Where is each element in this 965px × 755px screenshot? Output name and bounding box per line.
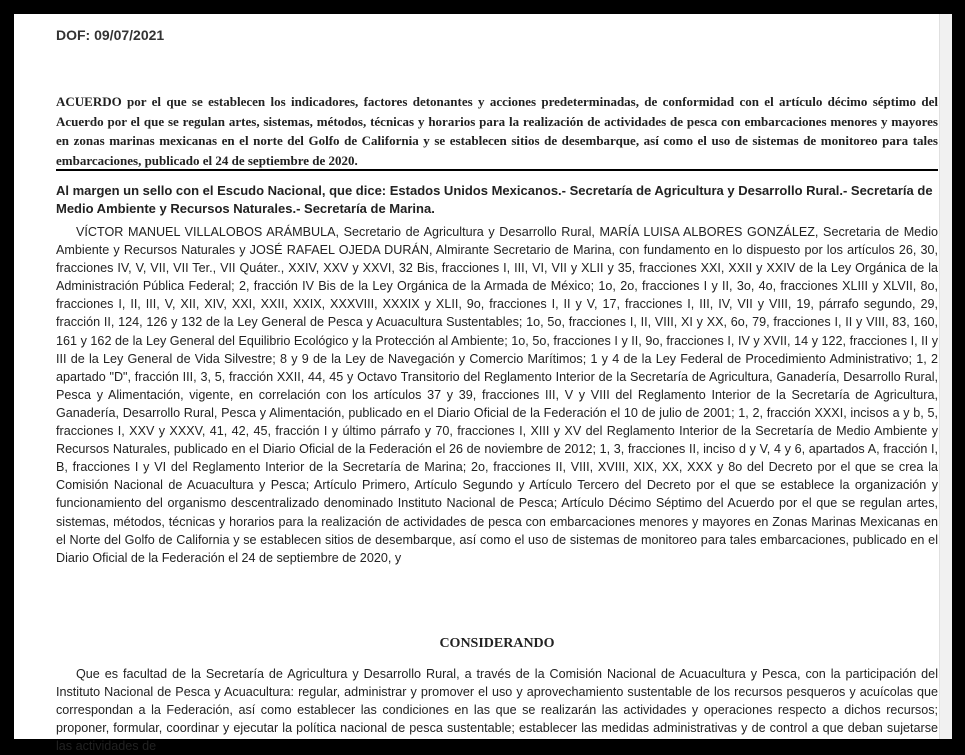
margin-note: Al margen un sello con el Escudo Nacional, que dice: Estados Unidos Mexicanos.- Secretaría de Agricultura y Desarrollo Rural.- Secretaría de Medio Ambiente y Recursos Naturales.- Secretaría de Marina. <box>56 183 933 216</box>
dof-date: DOF: 09/07/2021 <box>56 27 165 43</box>
document-title: ACUERDO por el que se establecen los indicadores, factores detonantes y acciones predeterminadas, de conformidad con el artículo décimo séptimo del Acuerdo por el que se regulan artes, sistemas, métodos, técnicas y horarios para la realización de actividades de pesca con embarcaciones menores y mayores en zonas marinas mexicanas en el norte del Golfo de California y se establecen sitios de desembarque, así como el uso de sistemas de monitoreo para tales embarcaciones, publicado el 24 de septiembre de 2020. <box>56 94 938 168</box>
title-divider <box>56 169 938 171</box>
considerando-heading: CONSIDERANDO <box>439 636 555 651</box>
document-page <box>14 14 939 754</box>
considerando-paragraph: Que es facultad de la Secretaría de Agricultura y Desarrollo Rural, a través de la Comisión Nacional de Acuacultura y Pesca, con la participación del Instituto Nacional de Pesca y Acuacultura: regular, administrar y promover el uso y aprovechamiento sustentable de los recursos pesqueros y acuícolas que correspondan a la Federación, así como establecer las condiciones en las que se realizarán las actividades y operaciones respecto a dichos recursos; proponer, formular, coordinar y ejecutar la política nacional de pesca sustentable; establecer las medidas administrativas y de control a que deban sujetarse las actividades de <box>56 667 938 754</box>
vertical-scrollbar[interactable] <box>939 14 952 739</box>
preamble-paragraph: VÍCTOR MANUEL VILLALOBOS ARÁMBULA, Secretario de Agricultura y Desarrollo Rural, MARÍA LUISA ALBORES GONZÁLEZ, Secretaria de Medio Ambiente y Recursos Naturales y JOSÉ RAFAEL OJEDA DURÁN, Almirante Secretario de Marina, con fundamento en lo dispuesto por los artículos 26, 30, fracciones IV, V, VII, VII Ter., VII Quáter., XXIV, XXV y XXVI, 32 Bis, fracciones I, III, VI, VII y XLII y 35, fracciones XXI, XXII y XXIV de la Ley Orgánica de la Administración Pública Federal; 2, fracción IV Bis de la Ley Orgánica de la Armada de México; 1o, 2o, fracciones I y II, 3o, 4o, fracciones XLIII y XLVII, 8o, fracciones I, II, III, V, XII, XIV, XXI, XXII, XXIX, XXXVIII, XXXIX y XLII, 9o, fracciones I, II y V, 17, fracciones I, III, IV, VII y VIII, 19, párrafo segundo, 29, fracción II, 124, 126 y 132 de la Ley General de Pesca y Acuacultura Sustentables; 1o, 5o, fracciones I, II, VIII, XI y XX, 6o, 79, fracciones I, II y VIII, 83, 160, 161 y 162 de la Ley General del Equilibrio Ecológico y la Protección al Ambiente; 1o, 5o, fracciones I y II, 9o, fracciones I, IV y XVII, 14 y 122, fracciones I, II y III de la Ley General de Vida Silvestre; 8 y 9 de la Ley de Navegación y Comercio Marítimos; 1 y 4 de la Ley Federal de Procedimiento Administrativo; 1, 2 apartado "D", fracción III, 3, 5, fracción XXII, 44, 45 y Octavo Transitorio del Reglamento Interior de la Secretaría de Agricultura, Ganadería, Desarrollo Rural, Pesca y Alimentación, vigente, en correlación con los artículos 37 y 39, fracciones III, V y VIII del Reglamento Interior de la Secretaría de Agricultura, Ganadería, Desarrollo Rural, Pesca y Alimentación, publicado en el Diario Oficial de la Federación el 10 de julio de 2001; 1, 2, fracción XXXI, incisos a y b, 5, fracciones I, XXV y XXXV, 41, 42, 45, fracción I y último párrafo y 70, fracciones I, XIII y XV del Reglamento Interior de la Secretaría de Medio Ambiente y Recursos Naturales, publicado en el Diario Oficial de la Federación el 26 de noviembre de 2012; 1, 3, fracciones II, inciso d y V, 4 y 6, apartados A, fracción I, B, fracciones I y VI del Reglamento Interior de la Secretaría de Marina; 2o, fracciones II, VIII, XVIII, XIX, XX, XXX y 8o del Decreto por el que se crea la Comisión Nacional de Acuacultura y Pesca; Artículo Primero, Artículo Segundo y Artículo Tercero del Decreto por el que se establece la organización y funcionamiento del organismo descentralizado denominado Instituto Nacional de Pesca; Artículo Décimo Séptimo del Acuerdo por el que se regulan artes, sistemas, métodos, técnicas y horarios para la realización de actividades de pesca con embarcaciones menores y mayores en Zonas Marinas Mexicanas en el Norte del Golfo de California y se establecen sitios de desembarque, así como el uso de sistemas de monitoreo para tales embarcaciones, publicado en el Diario Oficial de la Federación el 24 de septiembre de 2020, y <box>56 225 938 565</box>
